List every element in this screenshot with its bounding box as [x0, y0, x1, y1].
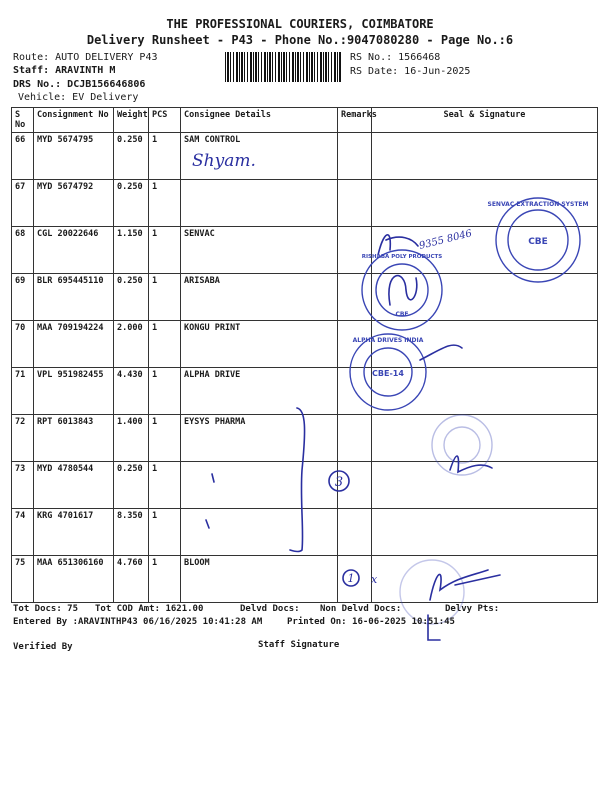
cell-pcs: 1 — [149, 274, 181, 321]
cell-pcs: 1 — [149, 133, 181, 180]
cell-sno: 69 — [12, 274, 34, 321]
circled-mark-73 — [329, 471, 349, 491]
printed-on: Printed On: 16-06-2025 10:51:45 — [287, 617, 455, 627]
route-label: Route: AUTO DELIVERY P43 — [13, 52, 158, 63]
drs-label: DRS No.: DCJB156646806 — [13, 79, 146, 90]
company-title: THE PROFESSIONAL COURIERS, COIMBATORE — [166, 17, 434, 31]
cell-weight: 4.430 — [114, 368, 149, 415]
non-delivered-docs: Non Delvd Docs: — [320, 604, 402, 614]
total-docs: Tot Docs: 75 — [13, 604, 79, 614]
signature-69 — [389, 276, 417, 305]
cell-sno: 70 — [12, 321, 34, 368]
cell-weight: 1.150 — [114, 227, 149, 274]
cell-consignment: MYD 5674792 — [34, 180, 114, 227]
col-consignee: Consignee Details — [181, 108, 338, 133]
cell-sno: 68 — [12, 227, 34, 274]
cell-weight: 0.250 — [114, 133, 149, 180]
cell-weight: 0.250 — [114, 274, 149, 321]
cell-consignment: MAA 651306160 — [34, 556, 114, 603]
runsheet-title: Delivery Runsheet - P43 - Phone No.:9047080280 - Page No.:6 — [86, 33, 514, 47]
cell-weight: 0.250 — [114, 180, 149, 227]
cell-consignment: RPT 6013843 — [34, 415, 114, 462]
senvac-stamp-outer: SENVAC EXTRACTION SYSTEM — [487, 201, 589, 208]
total-cod: Tot COD Amt: 1621.00 — [95, 604, 204, 614]
verified-by: Verified By — [13, 642, 73, 652]
cell-consignee: ALPHA DRIVE — [181, 368, 338, 415]
cell-pcs: 1 — [149, 368, 181, 415]
alpha-stamp-outer: ALPHA DRIVES INDIA — [352, 337, 424, 344]
cross-mark-75: x — [371, 573, 378, 586]
vehicle-label: Vehicle: EV Delivery — [18, 92, 139, 103]
cell-weight: 2.000 — [114, 321, 149, 368]
delivered-docs: Delvd Docs: — [240, 604, 300, 614]
cell-pcs: 1 — [149, 556, 181, 603]
svg-text:1: 1 — [347, 572, 355, 585]
cell-pcs: 1 — [149, 509, 181, 556]
cell-sno: 67 — [12, 180, 34, 227]
rishaba-stamp — [362, 250, 442, 330]
staff-label: Staff: ARAVINTH M — [13, 65, 116, 76]
cell-sno: 74 — [12, 509, 34, 556]
senvac-stamp-inner: CBE — [528, 237, 548, 247]
signature-75 — [430, 570, 500, 600]
cell-pcs: 1 — [149, 180, 181, 227]
cell-sno: 71 — [12, 368, 34, 415]
ditto-marks — [206, 474, 214, 528]
delivery-points: Delvy Pts: — [445, 604, 500, 614]
svg-text:3: 3 — [334, 475, 344, 490]
handwritten-name: Shyam. — [192, 151, 256, 171]
cell-weight: 8.350 — [114, 509, 149, 556]
cell-consignee: BLOOM — [181, 556, 338, 603]
rishaba-stamp-outer: RISHABA POLY PRODUCTS — [361, 254, 443, 260]
cell-consignment: MYD 4780544 — [34, 462, 114, 509]
col-pcs: PCS — [149, 108, 181, 133]
cell-consignment: BLR 695445110 — [34, 274, 114, 321]
signature-70 — [420, 345, 462, 360]
cell-weight: 1.400 — [114, 415, 149, 462]
cell-pcs: 1 — [149, 415, 181, 462]
col-weight: Weight — [114, 108, 149, 133]
cell-sno: 72 — [12, 415, 34, 462]
cell-sno: 75 — [12, 556, 34, 603]
cell-consignment: MAA 709194224 — [34, 321, 114, 368]
cell-consignment: VPL 951982455 — [34, 368, 114, 415]
cell-consignee: ARISABA — [181, 274, 338, 321]
circled-mark-75 — [343, 570, 359, 586]
cell-weight: 0.250 — [114, 462, 149, 509]
rs-number: RS No.: 1566468 — [350, 52, 441, 63]
col-consignment: Consignment No — [34, 108, 114, 133]
handwritten-phone: 9355 8046 — [418, 228, 474, 252]
col-sno: S No — [12, 108, 34, 133]
cell-consignee: EYSYS PHARMA — [181, 415, 338, 462]
senvac-stamp — [488, 198, 589, 282]
cell-pcs: 1 — [149, 227, 181, 274]
staff-signature: Staff Signature — [258, 640, 340, 650]
cell-weight: 4.760 — [114, 556, 149, 603]
alpha-stamp-inner: CBE-14 — [372, 369, 404, 378]
cell-consignment: CGL 20022646 — [34, 227, 114, 274]
cell-consignee: SENVAC — [181, 227, 338, 274]
entered-by: Entered By :ARAVINTHP43 06/16/2025 10:41:28 AM — [13, 617, 263, 627]
cell-consignee: SAM CONTROL — [181, 133, 338, 180]
alpha-stamp — [350, 334, 462, 410]
rishaba-stamp-inner: CBE — [395, 311, 409, 318]
cell-sno: 73 — [12, 462, 34, 509]
cell-pcs: 1 — [149, 321, 181, 368]
rs-date: RS Date: 16-Jun-2025 — [350, 66, 471, 77]
cell-consignment: KRG 4701617 — [34, 509, 114, 556]
cell-pcs: 1 — [149, 462, 181, 509]
cell-consignee: KONGU PRINT — [181, 321, 338, 368]
cell-sno: 66 — [12, 133, 34, 180]
ditto-bracket — [290, 408, 305, 552]
cell-consignment: MYD 5674795 — [34, 133, 114, 180]
col-seal: Seal & Signature — [372, 108, 598, 133]
col-remarks: Remarks — [338, 108, 372, 133]
